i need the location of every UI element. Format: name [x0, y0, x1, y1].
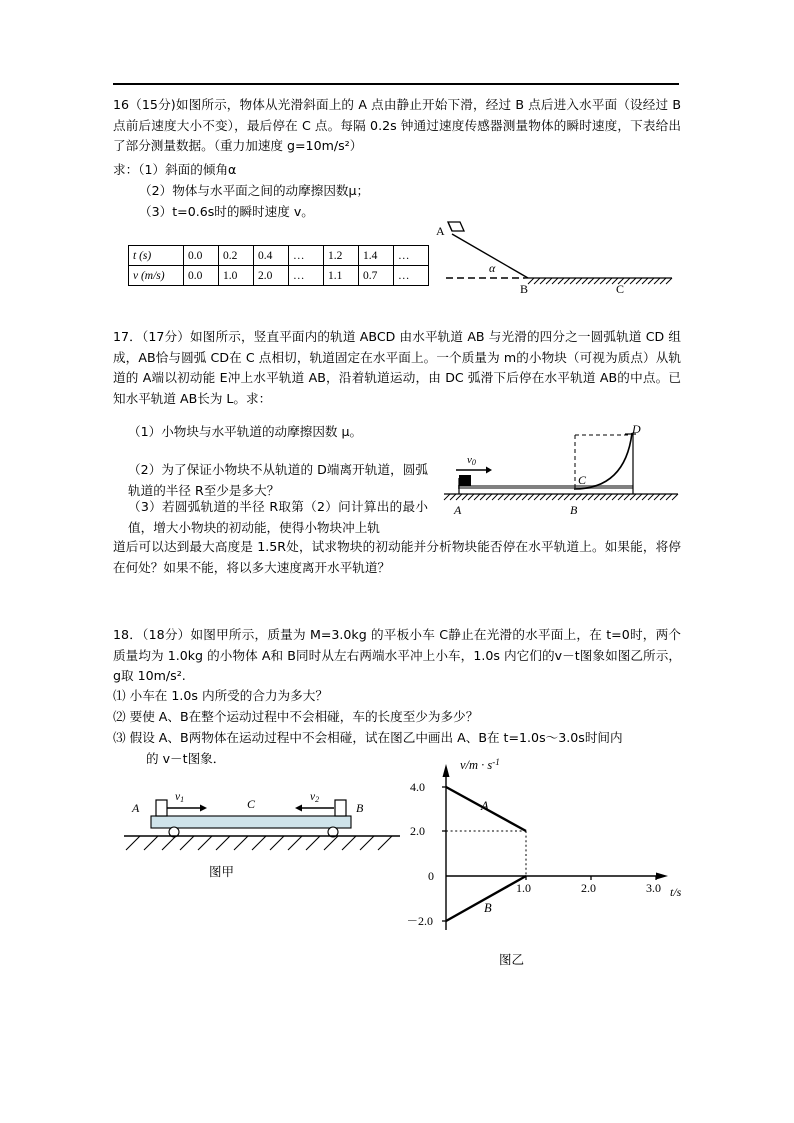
table-cell: …: [394, 266, 429, 286]
label-angle-alpha: α: [489, 261, 496, 275]
label-a: A: [132, 801, 140, 815]
y-tick-label-0: 0: [428, 869, 434, 883]
vt-graph-svg: [408, 755, 693, 945]
series-label-a: A: [481, 799, 489, 813]
label-c: C: [247, 797, 256, 811]
question-17-sub-1: （1）小物块与水平轨道的动摩擦因数 μ。: [128, 424, 363, 439]
table-cell: 1.2: [324, 246, 359, 266]
label-c: C: [578, 473, 587, 487]
ground-hatching: [444, 494, 678, 500]
label-b: B: [356, 801, 364, 815]
label-a: A: [454, 503, 462, 517]
label-d: D: [632, 423, 641, 436]
figure-caption-yi: 图乙: [499, 952, 525, 967]
label-v1: v1: [175, 791, 185, 804]
table-cell: …: [289, 266, 324, 286]
question-17-sub-3-cont: 道后可以达到最大高度是 1.5R处，试求物块的初动能并分析物块能否停在水平轨道上。如果能，将停在何处？如果不能，将以多大速度离开水平轨道？: [113, 539, 681, 575]
table-row-header: t (s): [129, 246, 184, 266]
label-a: A: [436, 224, 445, 238]
label-b: B: [520, 282, 529, 296]
question-18-sub-1: ⑴ 小车在 1.0s 内所受的合力为多大？: [113, 688, 328, 703]
horizontal-track-ab: [458, 485, 633, 489]
incline-figure: [420, 212, 685, 307]
label-v2: v2: [310, 791, 320, 804]
question-16-body: 16（15分)如图所示，物体从光滑斜面上的 A 点由静止开始下滑，经过 B 点后进入水平面（设经过 B 点前后速度大小不变），最后停在 C 点。每隔 0.2s 钟通过速度传感器测量物体的瞬时速度，下表给出了部分测量数据。（重力加速度 g=10m/s²）: [113, 97, 681, 153]
curved-track-figure: [440, 423, 690, 526]
x-axis-arrowhead: [656, 873, 668, 880]
vt-graph-figure-yi: [408, 755, 693, 945]
label-c: C: [616, 282, 625, 296]
question-16-sub-3: （3）t=0.6s时的瞬时速度 v。: [139, 204, 314, 219]
table-cell: 0.0: [184, 266, 219, 286]
table-row: [129, 266, 429, 286]
y-tick-label-neg2: －2.0: [408, 914, 434, 928]
ground-hatching: [126, 836, 392, 850]
question-16-ask: 求：（1）斜面的倾角α: [113, 162, 237, 177]
table-cell: 0.7: [359, 266, 394, 286]
cart-platform: [151, 816, 351, 828]
question-17-body: 17．（17分）如图所示，竖直平面内的轨道 ABCD 由水平轨道 AB 与光滑的四分之一圆弧轨道 CD 组成，AB恰与圆弧 CD在 C 点相切，轨道固定在水平面上。一个质量为 m的小物块（可视为质点）从轨道的 A端以初动能 E冲上水平轨道 AB，沿着轨道运动，由 DC 弧滑下后停在水平轨道 AB的中点。已知水平轨道 AB长为 L。求：: [113, 329, 681, 406]
x-tick-label-1: 1.0: [516, 881, 531, 895]
header-rule: [113, 83, 679, 85]
x-tick-label-2: 2.0: [581, 881, 596, 895]
series-label-b: B: [484, 901, 492, 915]
table-cell: 0.2: [219, 246, 254, 266]
v2-arrow: [295, 805, 334, 812]
question-18-sub-2: ⑵ 要使 A、B在整个运动过程中不会相碰，车的长度至少为多少？: [113, 709, 479, 724]
table-cell: …: [394, 246, 429, 266]
y-tick-label-4: 4.0: [410, 780, 425, 794]
table-row: [129, 246, 429, 266]
v1-arrow: [167, 805, 207, 812]
x-tick-label-3: 3.0: [646, 881, 661, 895]
x-axis-label: t/s: [670, 885, 682, 899]
question-18-body: 18．（18分）如图甲所示，质量为 M=3.0kg 的平板小车 C静止在光滑的水平面上，在 t=0时，两个质量均为 1.0kg 的小物体 A和 B同时从左右两端水平冲上小车，1.0s 内它们的v－t图象如图乙所示，g取 10m/s².: [113, 627, 681, 683]
block-b: [335, 800, 346, 816]
table-cell: 1.1: [324, 266, 359, 286]
table-cell: 0.0: [184, 246, 219, 266]
block-on-incline: [448, 222, 464, 231]
measurement-table: [128, 245, 429, 286]
ground-hatching: [528, 278, 672, 284]
y-tick-label-2: 2.0: [410, 824, 425, 838]
table-cell: 2.0: [254, 266, 289, 286]
table-cell: 0.4: [254, 246, 289, 266]
question-17-sub-3: （3）若圆弧轨道的半径 R取第（2）问计算出的最小值，增大小物块的初动能，使得小物块冲上轨: [128, 499, 428, 535]
y-axis-arrowhead: [443, 764, 450, 777]
block-a: [156, 800, 167, 816]
label-v0: v0: [467, 454, 476, 467]
cart-figure-jia: [112, 778, 412, 858]
block-at-a: [459, 475, 471, 486]
incline-diagram-svg: [420, 212, 685, 307]
table-cell: 1.4: [359, 246, 394, 266]
figure-caption-jia: 图甲: [209, 864, 235, 879]
question-18-sub-3-cont: 的 v－t图象．: [146, 751, 226, 766]
y-axis-label: $v/m \cdot s^{-1}$: [460, 757, 500, 772]
question-17-sub-2: （2）为了保证小物块不从轨道的 D端离开轨道，圆弧轨道的半径 R至少是多大？: [128, 462, 428, 498]
curved-track-diagram-svg: [440, 423, 690, 526]
table-row-header: v (m/s): [129, 266, 184, 286]
v0-arrow: [456, 467, 492, 474]
table-cell: 1.0: [219, 266, 254, 286]
question-16-sub-2: （2）物体与水平面之间的动摩擦因数μ；: [139, 183, 370, 198]
label-b: B: [570, 503, 578, 517]
cart-diagram-svg: [112, 778, 412, 858]
table-cell: …: [289, 246, 324, 266]
question-18-sub-3: ⑶ 假设 A、B两物体在运动过程中不会相碰，试在图乙中画出 A、B在 t=1.0s～3.0s时间内: [113, 730, 623, 745]
